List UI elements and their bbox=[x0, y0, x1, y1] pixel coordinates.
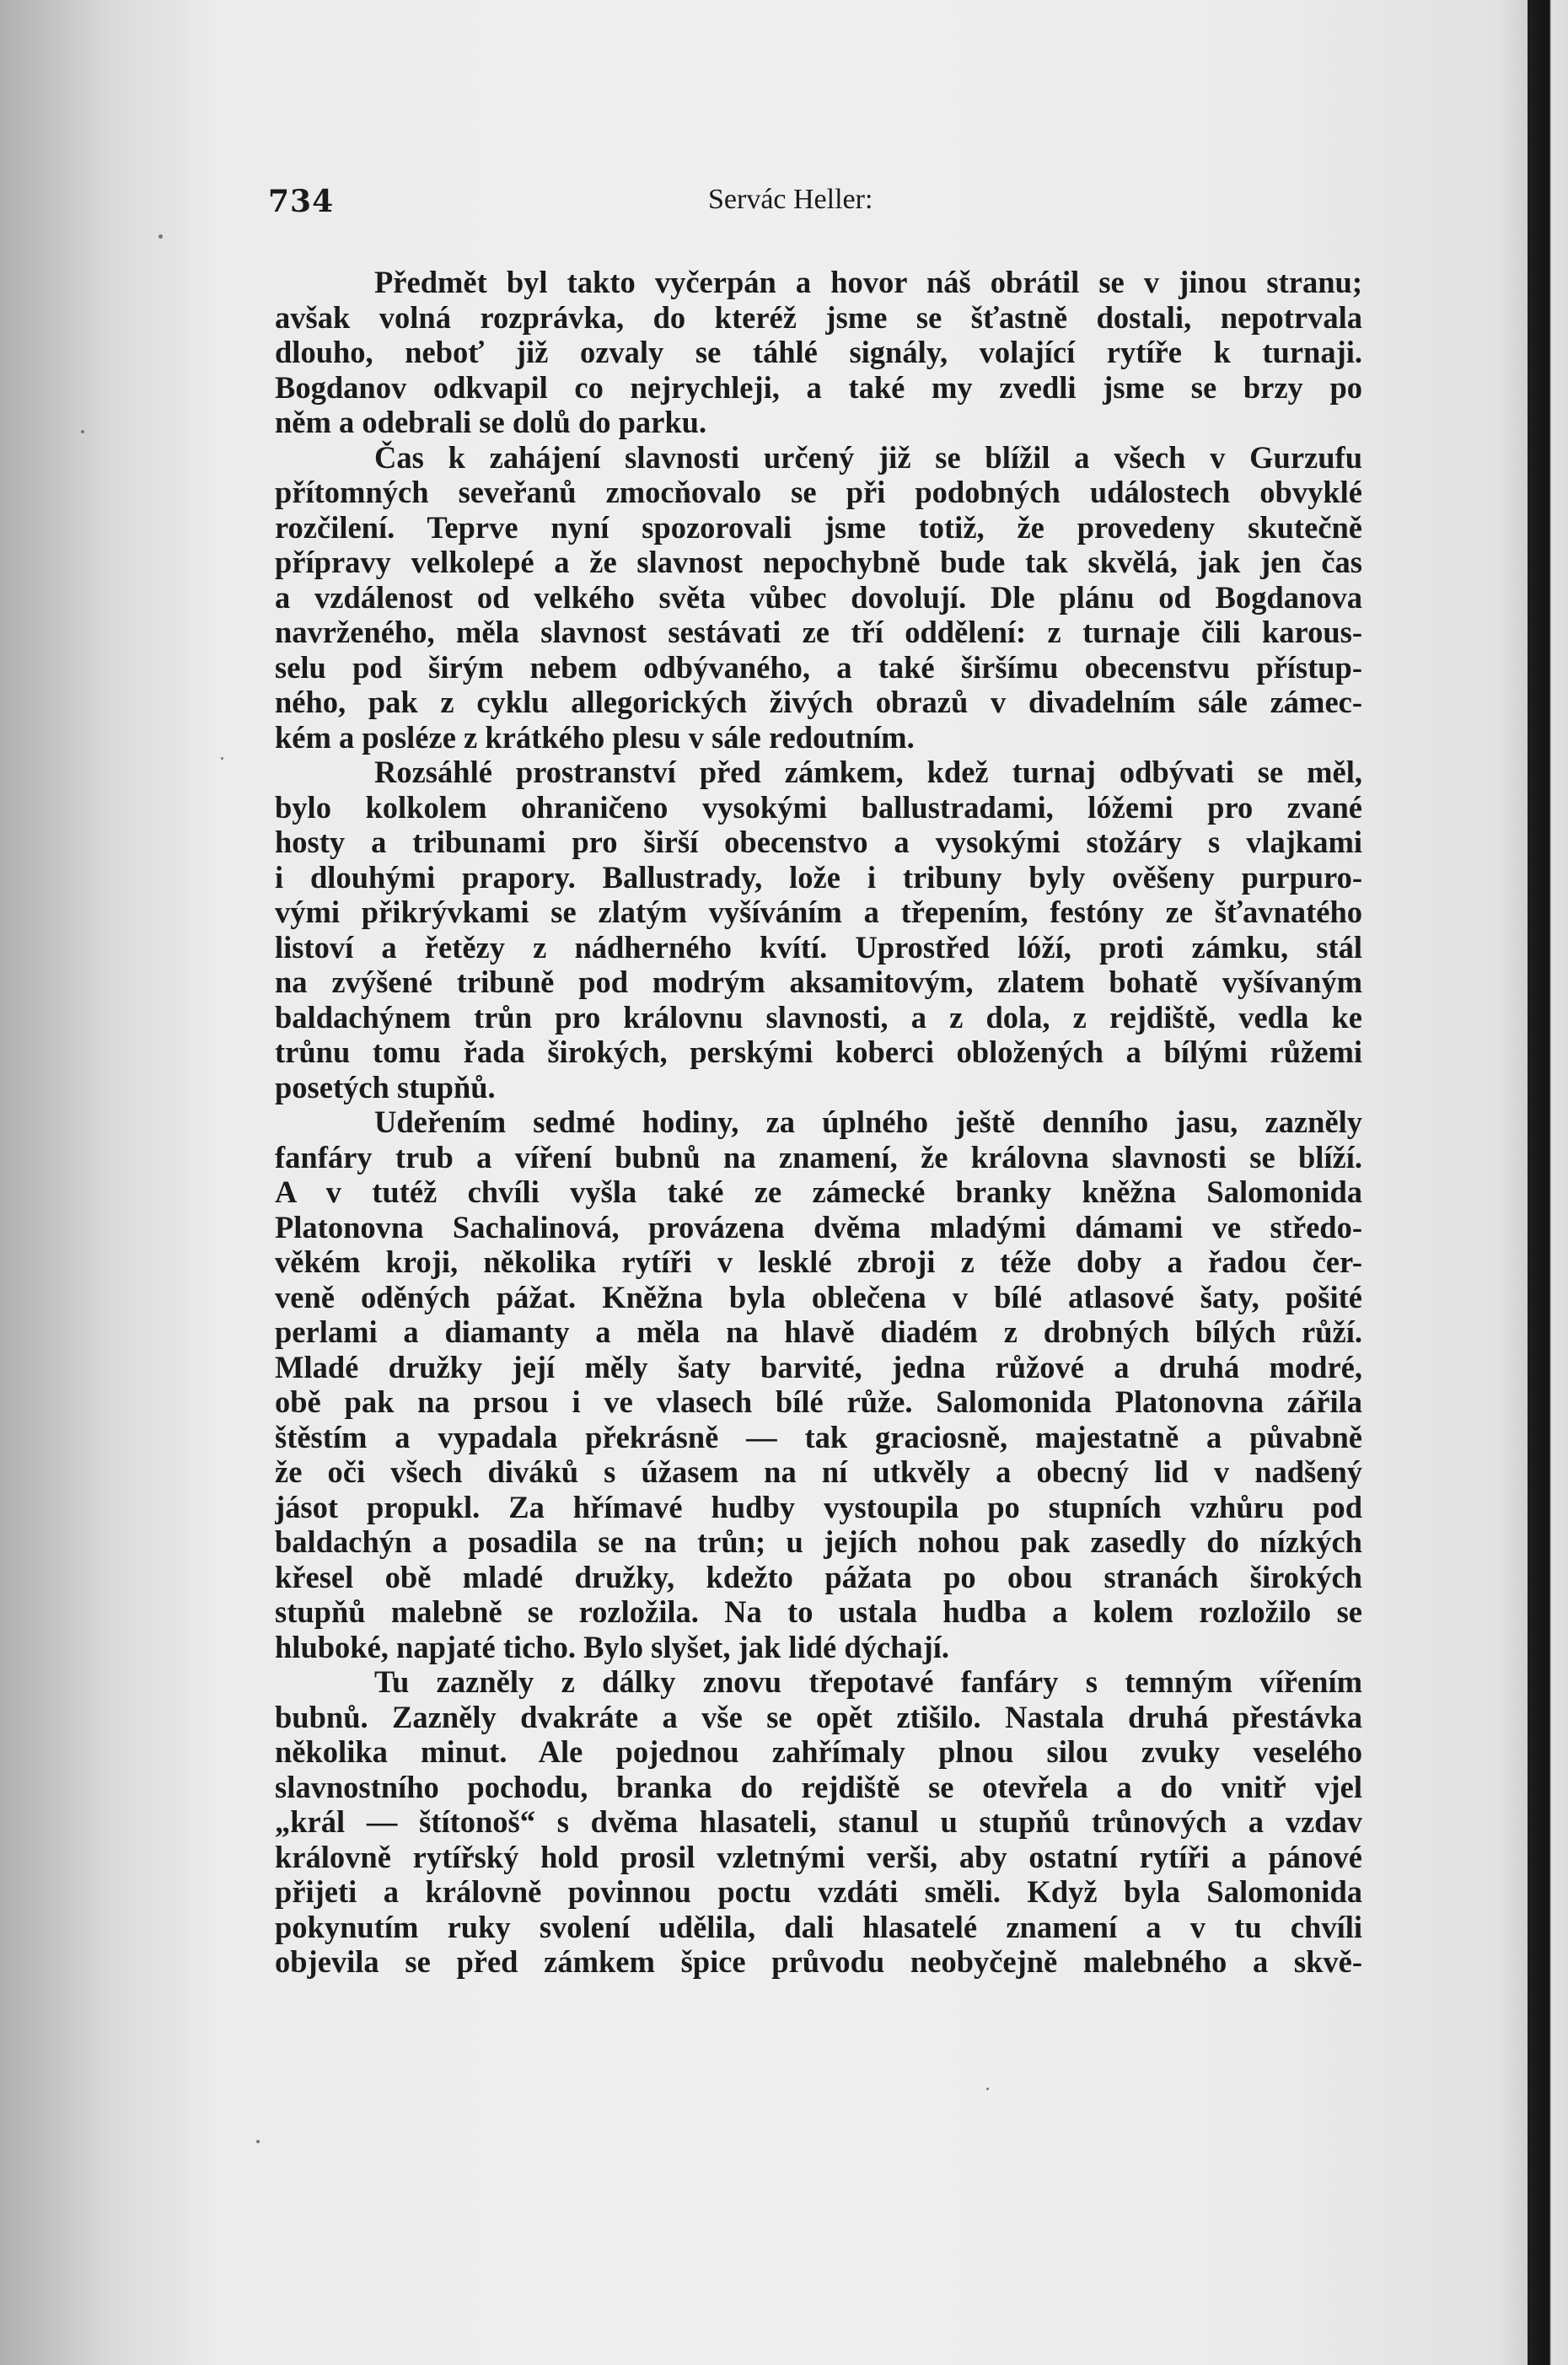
text-line: pokynutím ruky svolení udělila, dali hlasatelé znamení a v tu chvíli bbox=[275, 1909, 1362, 1944]
paper-speck bbox=[221, 757, 223, 760]
text-line: přípravy velkolepé a že slavnost nepochybně bude tak skvělá, jak jen čas bbox=[275, 545, 1362, 579]
text-line: královně rytířský hold prosil vzletnými verši, aby ostatní rytíři a pánové bbox=[275, 1839, 1362, 1874]
text-line: Platonovna Sachalinová, provázena dvěma mladými dámami ve středo- bbox=[275, 1209, 1362, 1244]
text-line: avšak volná rozprávka, do kteréž jsme se šťastně dostali, nepotrvala bbox=[275, 299, 1362, 335]
text-line: že oči všech diváků s úžasem na ní utkvěly a obecný lid v nadšený bbox=[275, 1454, 1362, 1489]
text-line: baldachýnem trůn pro královnu slavnosti, a z dola, z rejdiště, vedla ke bbox=[275, 999, 1362, 1035]
text-line: dlouho, neboť již ozvaly se táhlé signály, volající rytíře k turnaji. bbox=[275, 335, 1362, 369]
text-line: slavnostního pochodu, branka do rejdiště se otevřela a do vnitř vjel bbox=[275, 1769, 1362, 1804]
page-edge-shadow bbox=[1528, 0, 1568, 2365]
running-title: Servác Heller: bbox=[708, 184, 873, 215]
text-line: Tu zazněly z dálky znovu třepotavé fanfáry s temným vířením bbox=[374, 1664, 1362, 1699]
text-line: „král — štítonoš“ s dvěma hlasateli, stanul u stupňů trůnových a vzdav bbox=[275, 1804, 1362, 1839]
text-line: Rozsáhlé prostranství před zámkem, kdež turnaj odbývati se měl, bbox=[374, 755, 1362, 789]
paper-speck bbox=[81, 430, 84, 433]
text-line: stupňů malebně se rozložila. Na to ustala hudba a kolem rozložilo se bbox=[275, 1594, 1362, 1629]
text-line: i dlouhými prapory. Ballustrady, lože i tribuny byly ověšeny purpuro- bbox=[275, 859, 1362, 895]
paragraph-5 bbox=[275, 1664, 1362, 1980]
text-line: přítomných seveřanů zmocňovalo se při podobných událostech obvyklé bbox=[275, 475, 1362, 509]
text-line: fanfáry trub a víření bubnů na znamení, že královna slavnosti se blíží. bbox=[275, 1139, 1362, 1174]
text-line: hosty a tribunami pro širší obecenstvo a vysokými stožáry s vlajkami bbox=[275, 825, 1362, 859]
text-line: křesel obě mladé družky, kdežto pážata po obou stranách širokých bbox=[275, 1559, 1362, 1594]
paragraph-4 bbox=[275, 1105, 1362, 1664]
text-line: A v tutéž chvíli vyšla také ze zámecké branky kněžna Salomonida bbox=[275, 1174, 1362, 1209]
paragraph-2 bbox=[275, 440, 1362, 755]
text-line: bubnů. Zazněly dvakráte a vše se opět ztišilo. Nastala druhá přestávka bbox=[275, 1699, 1362, 1734]
text-line: rozčilení. Teprve nyní spozorovali jsme totiž, že provedeny skutečně bbox=[275, 509, 1362, 545]
text-line: na zvýšené tribuně pod modrým aksamitovým, zlatem bohatě vyšívaným bbox=[275, 965, 1362, 999]
text-line: přijeti a královně povinnou poctu vzdáti směli. Když byla Salomonida bbox=[275, 1874, 1362, 1909]
text-line: Čas k zahájení slavnosti určený již se blížil a všech v Gurzufu bbox=[374, 439, 1362, 475]
paper-speck bbox=[986, 2088, 989, 2090]
text-line: selu pod širým nebem odbývaného, a také širšímu obecenstvu přístup- bbox=[275, 649, 1362, 685]
text-line: veně oděných pážat. Kněžna byla oblečena v bílé atlasové šaty, pošité bbox=[275, 1279, 1362, 1314]
text-line: navrženého, měla slavnost sestávati ze tří oddělení: z turnaje čili karous- bbox=[275, 615, 1362, 649]
text-line: věkém kroji, několika rytíři v lesklé zbroji z téže doby a řadou čer- bbox=[275, 1244, 1362, 1279]
text-line: ného, pak z cyklu allegorických živých obrazů v divadelním sále zámec- bbox=[275, 685, 1362, 719]
paper-speck bbox=[158, 234, 163, 239]
text-line: Předmět byl takto vyčerpán a hovor náš obrátil se v jinou stranu; bbox=[374, 265, 1362, 299]
body-text bbox=[275, 265, 1362, 1980]
text-line: vými přikrývkami se zlatým vyšíváním a třepením, festóny ze šťavnatého bbox=[275, 895, 1362, 929]
paragraph-3 bbox=[275, 755, 1362, 1105]
text-line: obě pak na prsou i ve vlasech bílé růže. Salomonida Platonovna zářila bbox=[275, 1384, 1362, 1419]
text-line: objevila se před zámkem špice průvodu neobyčejně malebného a skvě- bbox=[275, 1944, 1362, 1979]
paper-speck bbox=[256, 2140, 260, 2143]
page-number: 734 bbox=[268, 184, 335, 219]
text-line: a vzdálenost od velkého světa vůbec dovolují. Dle plánu od Bogdanova bbox=[275, 579, 1362, 615]
text-line: posetých stupňů. bbox=[275, 1069, 496, 1105]
text-line: Mladé družky její měly šaty barvité, jedna růžové a druhá modré, bbox=[275, 1349, 1362, 1384]
paragraph-1 bbox=[275, 265, 1362, 440]
text-line: Bogdanov odkvapil co nejrychleji, a také my zvedli jsme se brzy po bbox=[275, 369, 1362, 405]
text-line: hluboké, napjaté ticho. Bylo slyšet, jak lidé dýchají. bbox=[275, 1629, 950, 1664]
text-line: něm a odebrali se dolů do parku. bbox=[275, 405, 707, 439]
text-line: trůnu tomu řada širokých, perskými koberci obložených a bílými růžemi bbox=[275, 1035, 1362, 1069]
text-line: listoví a řetězy z nádherného kvítí. Uprostřed lóží, proti zámku, stál bbox=[275, 929, 1362, 965]
text-line: několika minut. Ale pojednou zahřímaly plnou silou zvuky veselého bbox=[275, 1734, 1362, 1769]
running-head bbox=[268, 184, 1364, 234]
text-line: baldachýn a posadila se na trůn; u jejích nohou pak zasedly do nízkých bbox=[275, 1524, 1362, 1559]
text-line: kém a posléze z krátkého plesu v sále redoutním. bbox=[275, 719, 915, 755]
text-line: bylo kolkolem ohraničeno vysokými ballustradami, lóžemi pro zvané bbox=[275, 789, 1362, 825]
text-line: štěstím a vypadala překrásně — tak graciosně, majestatně a půvabně bbox=[275, 1419, 1362, 1454]
text-line: jásot propukl. Za hřímavé hudby vystoupila po stupních vzhůru pod bbox=[275, 1489, 1362, 1524]
text-line: Udeřením sedmé hodiny, za úplného ještě denního jasu, zazněly bbox=[374, 1105, 1362, 1139]
text-line: perlami a diamanty a měla na hlavě diadém z drobných bílých růží. bbox=[275, 1314, 1362, 1349]
